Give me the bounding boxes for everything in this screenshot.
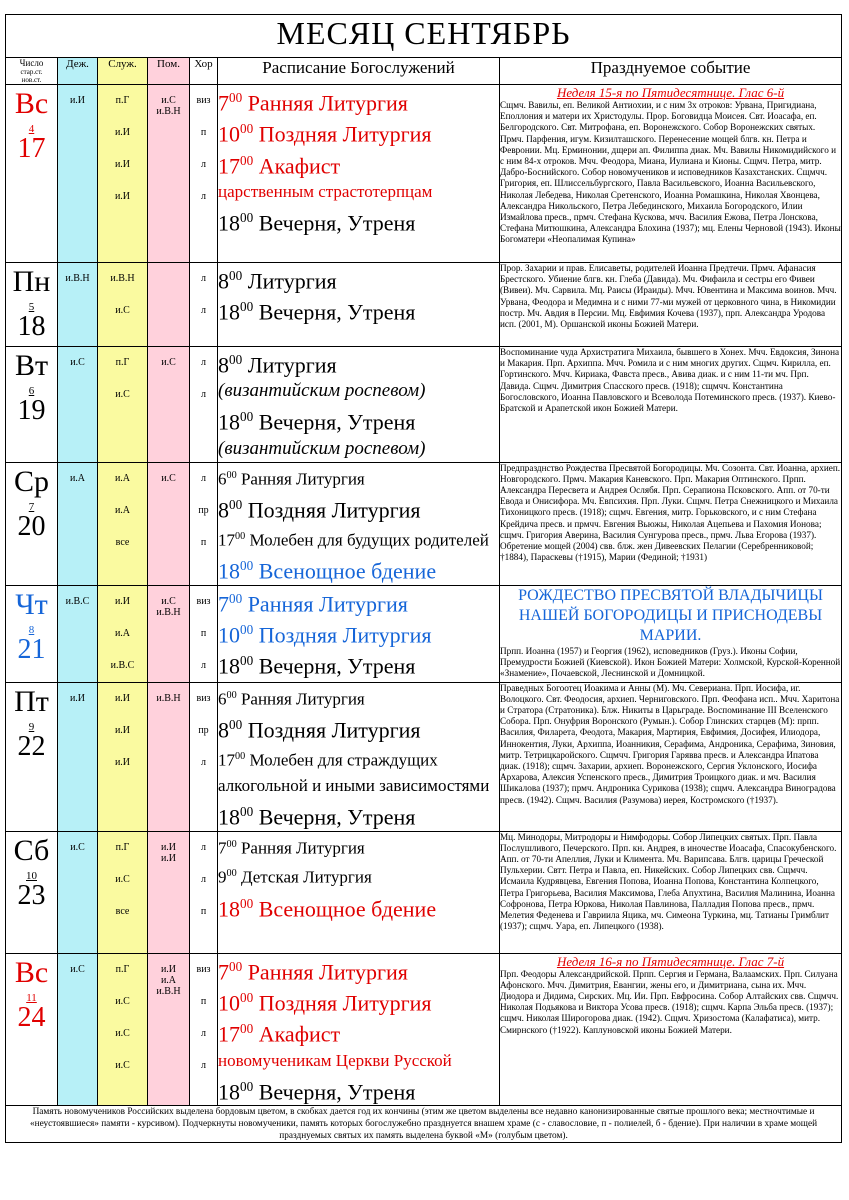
date-cell: [6, 462, 58, 585]
pom-entry: и.С: [161, 595, 176, 607]
service-line: [218, 1016, 499, 1047]
day-row: [6, 682, 842, 831]
khor-entry: л: [201, 191, 206, 202]
khor-entry: пр: [198, 504, 209, 516]
sluzh-entry: и.С: [115, 1027, 130, 1039]
new-style-date: 24: [17, 1001, 46, 1033]
new-style-date: 23: [17, 879, 46, 911]
service-name: Вечерня, Утреня: [258, 409, 416, 435]
pom-cell: [148, 347, 190, 463]
service-hour: 18: [218, 409, 240, 435]
service-hour: 8: [218, 717, 229, 743]
sluzh-entry: и.А: [114, 627, 131, 639]
khor-entry: п: [200, 536, 207, 548]
service-minutes: 00: [240, 209, 254, 225]
service-line: [218, 861, 499, 891]
dezh-cell: [58, 953, 98, 1105]
service-hour: 18: [218, 210, 240, 236]
khor-entry: л: [201, 389, 206, 400]
khor-cell: [190, 263, 218, 347]
service-name: Ранняя Литургия: [247, 958, 408, 984]
new-style-date: 20: [17, 510, 46, 542]
service-name: Всенощное бдение: [258, 896, 437, 922]
service-name: (византийским роспевом): [218, 437, 426, 459]
service-line: [218, 492, 499, 523]
service-name: (византийским роспевом): [218, 380, 426, 402]
event-title: Неделя 15-я по Пятидесятнице. Глас 6-й: [556, 85, 785, 100]
khor-entry: л: [201, 357, 206, 368]
dezh-cell: [58, 585, 98, 682]
khor-entry: л: [201, 841, 206, 853]
khor-entry: л: [201, 472, 206, 484]
pom-cell: [148, 682, 190, 831]
date-cell: [6, 682, 58, 831]
services-cell: [218, 263, 500, 347]
new-style-date: 17: [17, 133, 46, 164]
service-name: Вечерня, Утреня: [258, 1078, 416, 1104]
service-line: [218, 116, 499, 147]
khor-entry: виз: [196, 595, 211, 607]
sluzh-cell: [98, 953, 148, 1105]
day-of-week: Пн: [12, 265, 51, 298]
khor-entry: л: [201, 1059, 206, 1071]
service-hour: 18: [218, 299, 240, 325]
service-name: Ранняя Литургия: [240, 469, 365, 489]
service-line: [218, 463, 499, 493]
old-style-date: 9: [28, 720, 35, 733]
sluzh-cell: [98, 347, 148, 463]
service-name: Вечерня, Утреня: [258, 299, 416, 325]
service-name: Ранняя Литургия: [247, 90, 408, 116]
service-name: Поздняя Литургия: [258, 622, 432, 648]
sluzh-cell: [98, 585, 148, 682]
sluzh-entry: и.И: [114, 127, 131, 138]
day-row: [6, 831, 842, 953]
header-dezh: Деж.: [58, 58, 98, 85]
sluzh-entry: и.И: [114, 756, 131, 768]
header-row: [6, 58, 842, 85]
date-cell: [6, 831, 58, 953]
service-line: [218, 1048, 499, 1074]
service-name: Вечерня, Утреня: [258, 804, 416, 830]
pom-entry: и.С: [161, 95, 176, 106]
sluzh-entry: и.С: [115, 873, 130, 885]
service-minutes: 00: [240, 895, 254, 911]
sluzh-entry: и.И: [114, 159, 131, 170]
date-cell: [6, 953, 58, 1105]
dezh-entry: и.С: [70, 841, 85, 853]
service-hour: 18: [218, 896, 240, 922]
service-name: Поздняя Литургия: [258, 121, 432, 147]
day-of-week: Чт: [15, 587, 48, 621]
event-cell: [500, 85, 842, 263]
sluzh-cell: [98, 831, 148, 953]
sluzh-entry: и.В.Н: [110, 273, 135, 284]
service-line: [218, 524, 499, 554]
header-schedule: Расписание Богослужений: [218, 58, 500, 85]
dezh-cell: [58, 462, 98, 585]
service-minutes: 00: [226, 838, 237, 850]
service-line: [218, 85, 499, 116]
pom-entry: и.А: [160, 974, 177, 986]
pom-entry: и.В.Н: [156, 106, 181, 117]
khor-entry: виз: [196, 692, 211, 704]
service-line: [218, 404, 499, 435]
service-hour: 17: [218, 750, 235, 770]
service-hour: 10: [218, 990, 240, 1016]
service-hour: 10: [218, 121, 240, 147]
event-text: Сщмч. Вавилы, еп. Великой Антиохии, и с ним 3х отроков: Урвана, Пригидиана, Еполлония и матери их Христодулы. Прор. Боговидца Моисея. Свт. Иоасафа, еп. Белгородского. Свт. Митрофана, еп. Воронежского. Собор Воронежских святых. Прмч. Парфения, игум. Кизилташского. Перенесение мощей блгв. кн. Петра и Февронии. Мц. Ерминонии, дщери ап. Филиппа диак. Мч. Вавилы Никомидийского и с ним 84-х отроков. Мчч. Феодора, Миана, Иулиана и Кионы. Сщмч. Петра, митр. Дабро-Боснийского. Собор новомучеников и исповедников Казахстанских. Сщмчч. Григория, еп. Шлиссельбургского, Павла Васильевского, Иоанна Васильевского, Николая Лебедева, Николая Сретенского, Иоанна Ромашкина, Николая Хвонцева, Александра Никольского, Петра Лебединского, Михаила Богородского, Илии Измайлова пресв., прмч. Стефана Кускова, мчч. Василия Ежова, Петра Лонскова, Стефана Митюшкина, Александра Блохина (1937); мц. Елены Черновой (1943). Иконы Богоматери «Неопалимая Купина»: [500, 100, 841, 245]
header-pom: Пом.: [148, 58, 190, 85]
event-title: Неделя 16-я по Пятидесятнице. Глас 7-й: [556, 953, 785, 969]
service-hour: 17: [218, 152, 240, 178]
services-cell: [218, 831, 500, 953]
service-line: [218, 799, 499, 830]
service-hour: 18: [218, 804, 240, 830]
sluzh-cell: [98, 263, 148, 347]
day-of-week: Вс: [14, 955, 49, 989]
sluzh-entry: и.С: [115, 389, 130, 400]
new-style-date: 21: [17, 633, 46, 665]
service-name: новомученикам Церкви Русской: [218, 1050, 452, 1070]
service-minutes: 00: [240, 804, 254, 820]
old-style-date: 8: [28, 623, 35, 636]
service-line: [218, 773, 499, 799]
day-of-week: Вс: [14, 87, 49, 120]
date-cell: [6, 347, 58, 463]
dezh-entry: и.В.С: [65, 595, 90, 607]
service-name: Детская Литургия: [240, 867, 372, 887]
service-line: [218, 712, 499, 743]
event-text: Мц. Минодоры, Митродоры и Нимфодоры. Собор Липецких святых. Прп. Павла Послушливого, Печерского. Прп. кн. Андрея, в иночестве Иоасафа, Спасокубенского. Апп. от 70-ти Апеллия, Луки и Климента. Мч. Варипсава. Блгв. царицы Греческой Пульхерии. Свтт. Петра и Павла, еп. Никейских. Собор Липецких свв. Сщмчч. Исмаила Кудрявцева, Евгения Попова, Иоанна Попова, Константина Колпецкого, Петра Григорьева, Василия Максимова, Глеба Апухтина, Василия Малинина, Иоанна Софронова, Петра Юркова, Николая Павлинова, Палладия Попова пресв., прмч. Мелетия Феденева и Гавриила Яцика, мч. Симеона Туркина, мц. Татианы Гримблит (1937); сщмч. Уара, еп. Липецкого (1938).: [500, 831, 837, 932]
service-name: Поздняя Литургия: [258, 990, 432, 1016]
dezh-cell: [58, 85, 98, 263]
service-minutes: 00: [229, 352, 243, 367]
services-cell: [218, 682, 500, 831]
service-line: [218, 586, 499, 617]
khor-entry: п: [200, 627, 207, 639]
sluzh-entry: и.А: [114, 472, 131, 484]
dezh-cell: [58, 347, 98, 463]
khor-entry: л: [201, 756, 206, 768]
service-minutes: 00: [240, 299, 254, 315]
pom-cell: [148, 263, 190, 347]
event-cell: [500, 462, 842, 585]
service-line: [218, 1074, 499, 1105]
event-text: Прп. Феодоры Александрийской. Прпп. Сергия и Германа, Валаамских. Прп. Силуана Афонского. Мчч. Димитрия, Евангии, жены его, и Димитриана, сына их. Мчч. Диодора и Дидима, Сирских. Мц. Ии. Прп. Евфросина. Собор Алтайских свв. Сщмчч. Николая Подьякова и Виктора Усова пресв. (1918); сщмч. Карпа Эльба пресв. (1937); сщмч. Николая Широгорова диак. (1942). Сщмч. Хризостома (Калафатиса), митр. Смирнского (†1922). Каплуновской иконы Божией Матери.: [500, 968, 839, 1035]
khor-entry: л: [201, 159, 206, 170]
day-of-week: Сб: [13, 833, 50, 867]
khor-cell: [190, 462, 218, 585]
header-event: Празднуемое событие: [500, 58, 842, 85]
khor-entry: п: [200, 905, 207, 917]
services-cell: [218, 85, 500, 263]
page-title: МЕСЯЦ СЕНТЯБРЬ: [6, 15, 842, 58]
service-name: Акафист: [258, 152, 341, 178]
event-cell: [500, 953, 842, 1105]
service-name: Молебен для страждущих: [249, 750, 438, 770]
schedule-sheet: [5, 14, 841, 1143]
khor-entry: л: [201, 273, 206, 284]
service-hour: 6: [218, 469, 227, 489]
event-text: Прпп. Иоанна (1957) и Георгия (1962), исповедников (Груз.). Иконы Софии, Премудрости Божией (Киевской). Икон Божией Матери: Холмской, Курской-Коренной «Знамение», Почаевской, Леснинской и Домницкой.: [500, 645, 841, 679]
old-style-date: 7: [28, 500, 35, 513]
pom-entry: и.В.Н: [156, 692, 181, 704]
khor-entry: л: [201, 1027, 206, 1039]
service-minutes: 00: [226, 868, 237, 880]
service-minutes: 00: [229, 717, 243, 733]
sluzh-entry: п.Г: [115, 357, 130, 368]
sluzh-cell: [98, 682, 148, 831]
service-hour: 18: [218, 558, 240, 584]
dezh-cell: [58, 682, 98, 831]
day-of-week: Пт: [14, 684, 49, 718]
day-row: [6, 347, 842, 463]
sluzh-entry: и.В.С: [110, 659, 135, 671]
sluzh-entry: и.А: [114, 504, 131, 516]
pom-entry: и.С: [161, 357, 176, 368]
service-line: [218, 347, 499, 378]
pom-cell: [148, 585, 190, 682]
sluzh-entry: и.И: [114, 692, 131, 704]
service-minutes: 00: [226, 469, 237, 481]
service-name: Литургия: [247, 268, 337, 294]
service-minutes: 00: [240, 989, 254, 1005]
header-sluzh: Служ.: [98, 58, 148, 85]
pom-entry: и.В.Н: [156, 985, 181, 997]
day-row: [6, 585, 842, 682]
service-minutes: 00: [240, 121, 254, 137]
service-name: Ранняя Литургия: [247, 590, 408, 616]
old-style-date: 4: [28, 123, 35, 135]
service-name: Акафист: [258, 1021, 341, 1047]
day-row: [6, 263, 842, 347]
service-hour: 7: [218, 838, 227, 858]
day-of-week: Вт: [14, 349, 49, 382]
service-hour: 7: [218, 90, 229, 116]
service-line: [218, 205, 499, 236]
pom-entry: и.С: [161, 472, 176, 484]
event-cell: [500, 263, 842, 347]
event-cell: [500, 347, 842, 463]
old-style-date: 6: [28, 385, 35, 397]
service-minutes: 00: [240, 621, 254, 637]
service-line: [218, 294, 499, 325]
service-minutes: 00: [240, 1078, 254, 1094]
new-style-date: 19: [17, 395, 46, 426]
day-row: [6, 953, 842, 1105]
service-minutes: 00: [235, 750, 246, 762]
pom-entry: и.И: [160, 852, 177, 864]
service-minutes: 00: [229, 497, 243, 513]
sluzh-cell: [98, 462, 148, 585]
khor-entry: п: [200, 127, 207, 138]
service-name: Ранняя Литургия: [240, 838, 365, 858]
service-line: [218, 617, 499, 648]
services-cell: [218, 462, 500, 585]
sluzh-entry: п.Г: [115, 963, 130, 975]
service-line: [218, 985, 499, 1016]
date-cell: [6, 85, 58, 263]
khor-entry: виз: [196, 95, 211, 106]
new-style-date: 18: [17, 311, 46, 342]
service-minutes: 00: [235, 530, 246, 542]
schedule-table: [5, 14, 842, 1143]
khor-cell: [190, 682, 218, 831]
event-text: Праведных Богоотец Иоакима и Анны (М). Мч. Севериана. Прп. Иосифа, иг. Волоцкого. Свт. Феодосия, архиеп. Черниговского. Прп. Феофана исп.. Мчч. Харитона и Стратора (Стратоника). Блж. Никиты в Царьграде. Воспоминание III Вселенского Собора. Прп. Онуфрия Воронского (Румын.). Собор Глинских старцев (М): прпп. Василия, Филарета, Феодота, Макария, Мартирия, Евфимия, Досифея, Илиодора, Иннокентия, Луки, Архиппа, Иоанникия, Серафима, Андроника, Серафима, Зиновия, митр. Тетрицкаройского. Сщмчч. Григория Гарявва пресв. и Александра Ипатова диак. (1918); сщмч. Захарии, архиеп. Воронежского, Сергия Уклонского, Иосифа Архарова, Алексия Успенского пресв., Димитрия Троицкого диак. и мч. Василия Шикалова (1937); прмч. Андроника Сурикова (1938); сщмч. Александра Виноградова пресв. (1942). Сщмч. Василия (Разумова) иерея, Костромского (†1937).: [500, 682, 840, 805]
dezh-entry: и.А: [69, 472, 86, 484]
khor-cell: [190, 347, 218, 463]
date-cell: [6, 263, 58, 347]
event-title: РОЖДЕСТВО ПРЕСВЯТОЙ ВЛАДЫЧИЦЫ НАШЕЙ БОГОРОДИЦЫ И ПРИСНОДЕВЫ МАРИИ.: [518, 586, 823, 644]
service-hour: 8: [218, 352, 229, 378]
service-line: [218, 683, 499, 713]
dezh-entry: и.И: [69, 692, 86, 704]
service-hour: 7: [218, 590, 229, 616]
dezh-entry: и.С: [70, 357, 85, 368]
service-name: Вечерня, Утреня: [258, 210, 416, 236]
sluzh-entry: все: [115, 905, 130, 917]
service-minutes: 00: [229, 958, 243, 974]
service-minutes: 00: [240, 558, 254, 574]
service-hour: 17: [218, 1021, 240, 1047]
sluzh-entry: и.С: [115, 1059, 130, 1071]
service-minutes: 00: [240, 152, 254, 168]
services-cell: [218, 347, 500, 463]
service-minutes: 00: [240, 653, 254, 669]
service-line: [218, 436, 499, 462]
khor-entry: п: [200, 995, 207, 1007]
service-minutes: 00: [226, 689, 237, 701]
khor-cell: [190, 953, 218, 1105]
pom-entry: и.В.Н: [156, 606, 181, 618]
old-style-date: 5: [28, 301, 35, 313]
service-hour: 8: [218, 497, 229, 523]
khor-cell: [190, 831, 218, 953]
service-hour: 18: [218, 653, 240, 679]
dezh-entry: и.В.Н: [65, 273, 90, 284]
service-line: [218, 744, 499, 774]
footer-note: Память новомучеников Российских выделена бордовым цветом, в скобках дается год их кончины (этим же цветом выделены все недавно канонизированные святые прошлого века; местночтимые и «неустоявшиеся» памяти - курсивом). Подчеркнуты новомученики, память которых богослужебно празднуется внашем храме (с - славословие, п - полиелей, б - бдение). При наличии в храме мощей празднуемых святых их память выделена буквой «М» (голубым цветом).: [6, 1105, 842, 1142]
service-minutes: 00: [229, 90, 243, 105]
service-line: [218, 832, 499, 862]
event-cell: [500, 585, 842, 682]
sluzh-entry: п.Г: [115, 95, 130, 106]
service-hour: 18: [218, 1078, 240, 1104]
sluzh-entry: п.Г: [115, 841, 130, 853]
pom-entry: и.И: [160, 841, 177, 853]
header-date: Число стар.ст. нов.ст.: [6, 58, 58, 85]
service-line: [218, 553, 499, 584]
khor-cell: [190, 585, 218, 682]
service-name: Всенощное бдение: [258, 558, 437, 584]
service-minutes: 00: [240, 409, 254, 425]
service-name: царственным страстотерпцам: [218, 181, 433, 201]
khor-entry: л: [201, 305, 206, 316]
services-cell: [218, 953, 500, 1105]
dezh-cell: [58, 831, 98, 953]
service-hour: 7: [218, 958, 229, 984]
pom-cell: [148, 462, 190, 585]
old-style-date: 11: [26, 991, 37, 1004]
service-name: Поздняя Литургия: [247, 717, 421, 743]
service-hour: 10: [218, 622, 240, 648]
header-khor: Хор: [190, 58, 218, 85]
pom-cell: [148, 85, 190, 263]
service-hour: 6: [218, 689, 227, 709]
event-text: Прор. Захарии и прав. Елисаветы, родителей Иоанна Предтечи. Прмч. Афанасия Брестского. Убиение блгв. кн. Глеба (Давида). Мч. Фифаила и сестры его Фивеи (Вивеи). Мч. Сарвила. Мц. Раисы (Ираиды). Мчч. Ювентина и Максима воинов. Мчч. Урвана, Феодора и Медимна и с ними 77-ми мужей от церковного чина, в Никомидии постр. Мч. Авдия в Персии. Мц. Евфимия Кочева (1937), прп. Александра Уродова исп. (2001, М). Оршанской иконы Божией Матери.: [500, 263, 837, 330]
service-name: алкогольной и иными зависимостями: [218, 776, 490, 796]
sluzh-entry: и.С: [115, 305, 130, 316]
pom-cell: [148, 953, 190, 1105]
service-name: Молебен для будущих родителей: [249, 530, 489, 550]
old-style-date: 10: [26, 869, 37, 882]
service-minutes: 00: [229, 268, 243, 283]
event-cell: [500, 682, 842, 831]
event-text: Предпразднство Рождества Пресвятой Богородицы. Мч. Созонта. Свт. Иоанна, архиеп. Новгородского. Прмч. Макария Каневского. Прп. Макария Оптинского. Прпп. Александра Пересвета и Андрея Ослябя. Прп. Серапиона Псковского. Апп. от 70-ти Евода и Онисифора. Мч. Евпсихия. Прп. Луки. Сщмч. Петра Снежницкого и Михаила Тихоницкого пресв. (1918); сщмч. Евгения, митр. Горьковского, и с ним Стефана Крейдича пресв. и прмчч. Евгения Вьюжы, Николая Ацепьева и Пахомия Ионова; сщмч. Григория Аверина, Василия Сунгурова пресв., прмч. Льва Егорова (1937). Обретение мощей (2004) свв. блж. жен Дивеевских Пелагии (Серебренниковой; †1884), Параскевы (†1915), Марии (Фединой; †1931): [500, 462, 841, 563]
service-line: [218, 891, 499, 922]
services-cell: [218, 585, 500, 682]
dezh-entry: и.И: [69, 95, 86, 106]
event-cell: [500, 831, 842, 953]
service-line: [218, 954, 499, 985]
event-text: Воспоминание чуда Архистратига Михаила, бывшего в Хонех. Мчч. Евдоксия, Зинона и Макария. Прп. Архиппа. Мчч. Ромила и с ним многих других. Сщмч. Кирилла, еп. Гортинского. Мчч. Кириака, Фавста пресв., Авива диак. и с ним 11-ти мч. Прп. Давида. Сщмч. Димитрия Спасского пресв. (1918); сщмчч. Константина Богословского, Иоанна Павловского и Всеволода Потеминского пресв. (1937). Киево-Братской и Арапетской икон Божией Матери.: [500, 347, 840, 414]
service-name: Поздняя Литургия: [247, 497, 421, 523]
day-row: [6, 85, 842, 263]
khor-entry: л: [201, 659, 206, 671]
service-line: [218, 648, 499, 679]
service-name: Ранняя Литургия: [240, 689, 365, 709]
sluzh-entry: все: [115, 536, 130, 548]
service-minutes: 00: [229, 590, 243, 606]
service-name: Вечерня, Утреня: [258, 653, 416, 679]
service-line: [218, 148, 499, 179]
new-style-date: 22: [17, 730, 46, 762]
service-line: [218, 378, 499, 404]
pom-cell: [148, 831, 190, 953]
service-hour: 9: [218, 867, 227, 887]
khor-cell: [190, 85, 218, 263]
service-minutes: 00: [240, 1021, 254, 1037]
sluzh-entry: и.И: [114, 191, 131, 202]
service-line: [218, 263, 499, 294]
khor-entry: л: [201, 873, 206, 885]
pom-entry: и.И: [160, 963, 177, 975]
service-hour: 17: [218, 530, 235, 550]
dezh-entry: и.С: [70, 963, 85, 975]
service-name: Литургия: [247, 352, 337, 378]
khor-entry: пр: [198, 724, 209, 736]
date-cell: [6, 585, 58, 682]
day-row: [6, 462, 842, 585]
service-line: [218, 179, 499, 205]
sluzh-cell: [98, 85, 148, 263]
day-of-week: Ср: [13, 464, 49, 498]
khor-entry: виз: [196, 963, 211, 975]
sluzh-entry: и.И: [114, 724, 131, 736]
dezh-cell: [58, 263, 98, 347]
service-hour: 8: [218, 268, 229, 294]
sluzh-entry: и.И: [114, 595, 131, 607]
sluzh-entry: и.С: [115, 995, 130, 1007]
